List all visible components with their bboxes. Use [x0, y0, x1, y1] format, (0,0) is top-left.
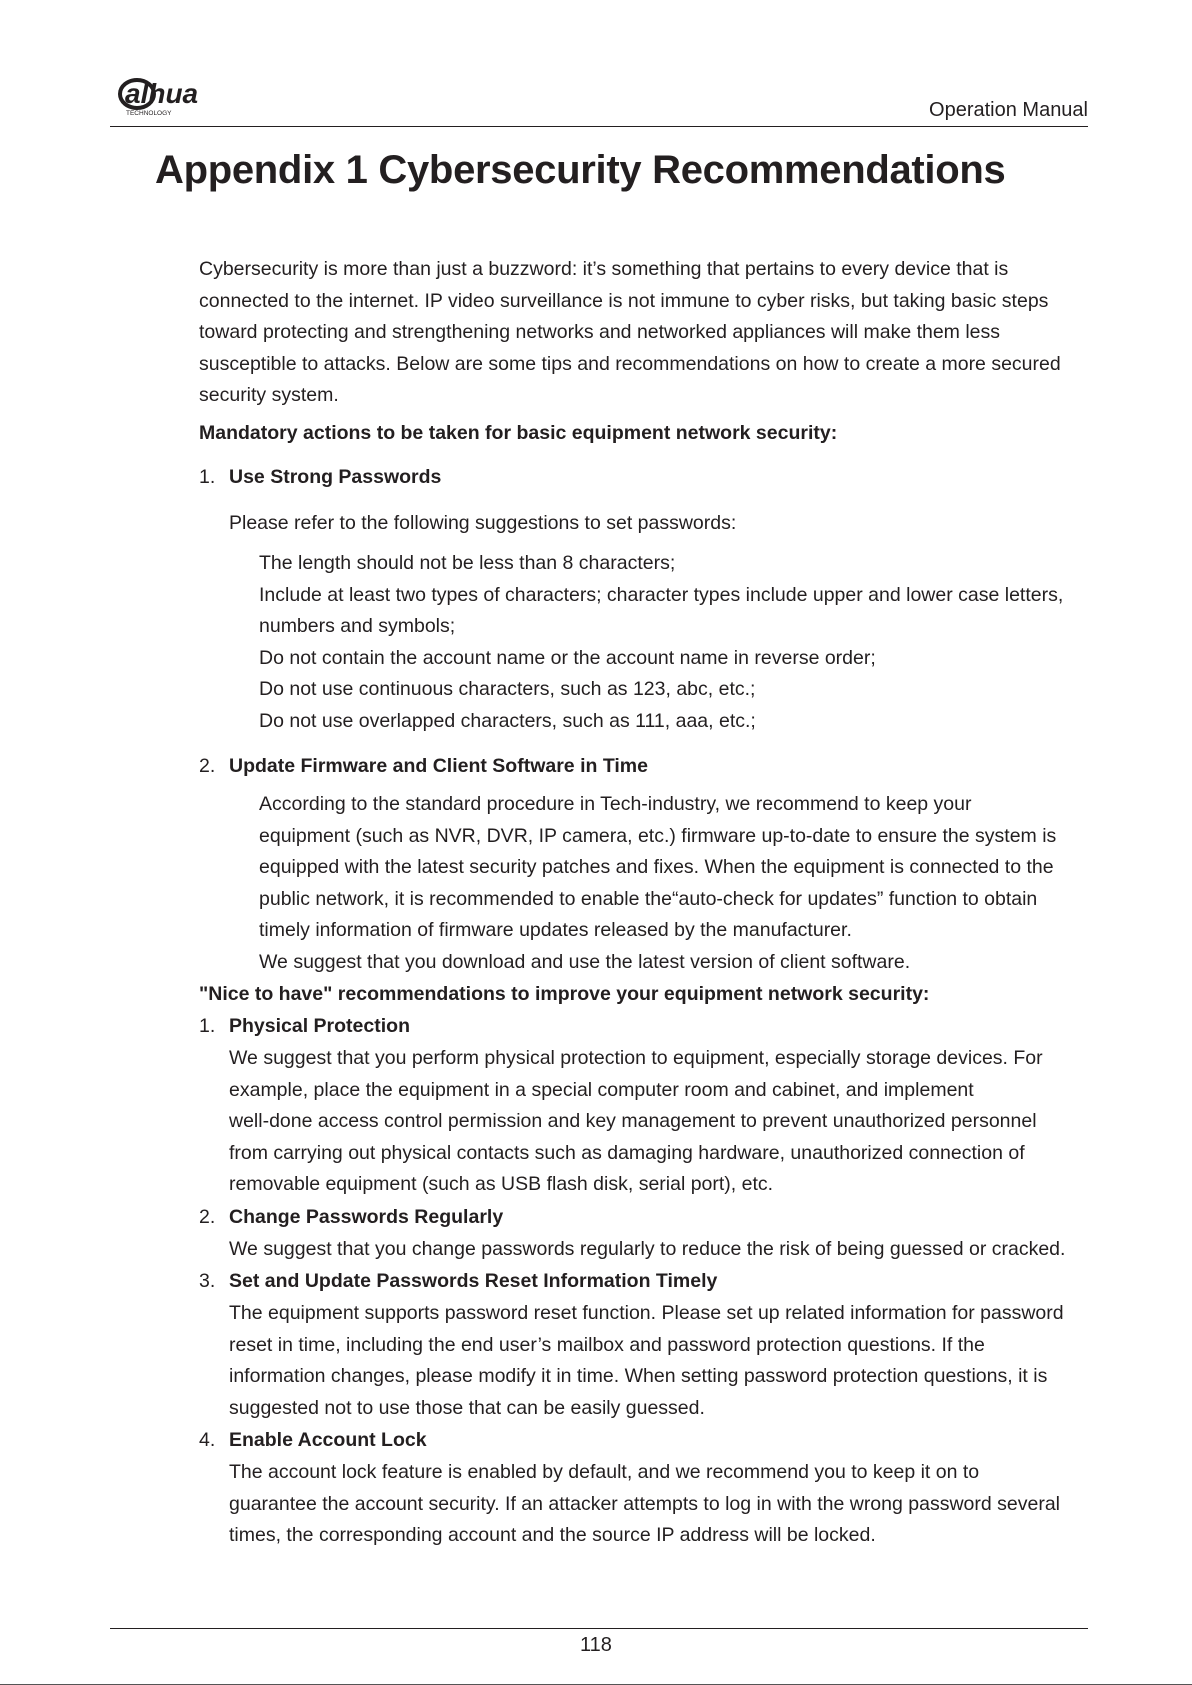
page-number: 118 [580, 1634, 612, 1656]
item-lead: Please refer to the following suggestions to set passwords: [229, 512, 737, 534]
item-title-change-passwords: Change Passwords Regularly [229, 1206, 504, 1228]
logo-sub: TECHNOLOGY [126, 110, 172, 117]
dahua-logo [117, 72, 257, 118]
rule-line: numbers and symbols; [259, 615, 456, 638]
item-title-account-lock: Enable Account Lock [229, 1429, 427, 1451]
change-passwords-paragraph [229, 1234, 1065, 1266]
text-line: times, the corresponding account and the source IP address will be locked. [229, 1524, 876, 1547]
intro-line: Cybersecurity is more than just a buzzword: it’s something that pertains to every device that is [199, 258, 1009, 280]
mandatory-heading: Mandatory actions to be taken for basic equipment network security: [199, 422, 838, 444]
rule-line: Do not contain the account name or the account name in reverse order; [259, 646, 876, 669]
footer-rule [110, 1628, 1088, 1629]
item-title-update-firmware: Update Firmware and Client Software in Time [229, 755, 648, 777]
reset-info-paragraph [229, 1298, 1064, 1424]
intro-line: connected to the internet. IP video surveillance is not immune to cyber risks, but taking basic steps [199, 289, 1049, 312]
text-line: well-done access control permission and key management to prevent unauthorized personnel [229, 1110, 1037, 1133]
doc-title: Operation Manual [929, 99, 1088, 121]
item-title-physical-protection: Physical Protection [229, 1015, 410, 1037]
text-line: suggested not to use those that can be easily guessed. [229, 1396, 705, 1419]
text-line: example, place the equipment in a special computer room and cabinet, and implement [229, 1078, 974, 1101]
page-title: Appendix 1 Cybersecurity Recommendations [155, 148, 1006, 192]
intro-line: susceptible to attacks. Below are some tips and recommendations on how to create a more secured [199, 352, 1061, 375]
intro-line: toward protecting and strengthening networks and networked appliances will make them less [199, 321, 1001, 344]
item-title-strong-passwords: Use Strong Passwords [229, 466, 442, 488]
text-line: information changes, please modify it in time. When setting password protection questions, it is [229, 1365, 1048, 1388]
item-number: 3. [199, 1270, 216, 1292]
rule-line: The length should not be less than 8 characters; [259, 552, 676, 574]
header-rule [110, 126, 1088, 127]
item-title-reset-information: Set and Update Passwords Reset Information Timely [229, 1270, 718, 1292]
text-line: The account lock feature is enabled by default, and we recommend you to keep it on to [229, 1461, 980, 1483]
text-line: We suggest that you perform physical protection to equipment, especially storage devices. For [229, 1047, 1043, 1069]
intro-paragraph [199, 254, 1061, 412]
item-number: 2. [199, 755, 216, 777]
text-line: from carrying out physical contacts such as damaging hardware, unauthorized connection of [229, 1141, 1025, 1164]
text-line: removable equipment (such as USB flash disk, serial port), etc. [229, 1173, 774, 1196]
item-number: 1. [199, 1015, 216, 1037]
rule-line: Include at least two types of characters; character types include upper and lower case letters, [259, 583, 1064, 606]
text-line: According to the standard procedure in Tech-industry, we recommend to keep your [259, 793, 972, 815]
text-line: public network, it is recommended to enable the“auto-check for updates” function to obtain [259, 887, 1038, 910]
rule-line: Do not use overlapped characters, such as 111, aaa, etc.; [259, 709, 756, 732]
text-line: guarantee the account security. If an attacker attempts to log in with the wrong password several [229, 1492, 1060, 1515]
rule-line: Do not use continuous characters, such as 123, abc, etc.; [259, 678, 756, 701]
text-line: equipped with the latest security patches and fixes. When the equipment is connected to the [259, 856, 1054, 879]
firmware-paragraph [259, 789, 1056, 979]
text-line: We suggest that you download and use the latest version of client software. [259, 950, 911, 973]
physical-paragraph [229, 1043, 1043, 1201]
text-line: The equipment supports password reset function. Please set up related information for password [229, 1302, 1064, 1324]
item-number: 1. [199, 466, 216, 488]
nice-heading: "Nice to have" recommendations to improve your equipment network security: [199, 983, 930, 1005]
text-line: We suggest that you change passwords regularly to reduce the risk of being guessed or cracked. [229, 1238, 1066, 1260]
text-line: reset in time, including the end user’s mailbox and password protection questions. If the [229, 1333, 985, 1356]
password-rules [259, 548, 1063, 738]
intro-line: security system. [199, 384, 339, 407]
text-line: equipment (such as NVR, DVR, IP camera, etc.) firmware up-to-date to ensure the system is [259, 824, 1057, 847]
item-number: 4. [199, 1429, 216, 1451]
account-lock-paragraph [229, 1457, 1060, 1552]
logo-wordmark: alhua [125, 78, 199, 109]
item-number: 2. [199, 1206, 216, 1228]
text-line: timely information of firmware updates released by the manufacturer. [259, 919, 852, 942]
